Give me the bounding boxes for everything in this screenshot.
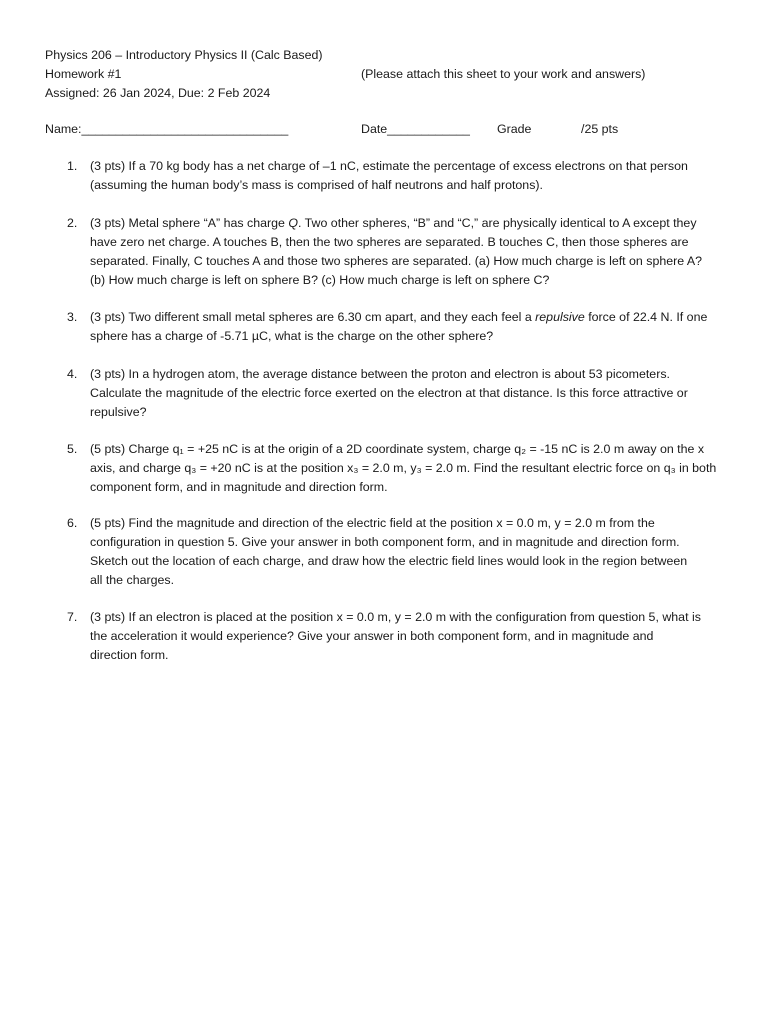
question-line: Calculate the magnitude of the electric force exerted on the electron at that distance. Is this force attractive or: [90, 386, 688, 400]
question-line: (b) How much charge is left on sphere B? (c) How much charge is left on sphere C?: [90, 273, 550, 287]
question-text: [90, 214, 726, 290]
question-line: sphere has a charge of -5.71 µC, what is the charge on the other sphere?: [90, 329, 494, 343]
question-text: [90, 308, 726, 346]
question-text: [90, 365, 726, 422]
question-line: (5 pts) Charge q₁ = +25 nC is at the origin of a 2D coordinate system, charge q₂ = -15 nC is 2.0 m away on the x: [90, 442, 705, 456]
question-number: 3.: [67, 310, 78, 324]
question-text: [90, 440, 726, 497]
question-number: 1.: [67, 159, 78, 173]
question-text: [90, 157, 726, 195]
question-line: component form, and in magnitude and direction form.: [90, 480, 388, 494]
question-line: axis, and charge q₃ = +20 nC is at the position x₃ = 2.0 m, y₃ = 2.0 m. Find the resultant electric force on q₃ in both: [90, 461, 717, 475]
question-line: configuration in question 5. Give your answer in both component form, and in magnitude and direction form.: [90, 535, 680, 549]
question-line: the acceleration it would experience? Give your answer in both component form, and in magnitude and: [90, 629, 654, 643]
question-line: all the charges.: [90, 573, 175, 587]
question-number: 7.: [67, 610, 78, 624]
question-line: (3 pts) If a 70 kg body has a net charge of –1 nC, estimate the percentage of excess electrons on that person: [90, 159, 688, 173]
grade-label: Grade: [497, 122, 532, 136]
question-line: repulsive?: [90, 405, 147, 419]
date-field: Date____________: [361, 122, 470, 136]
assignment-dates: Assigned: 26 Jan 2024, Due: 2 Feb 2024: [45, 86, 271, 100]
question-line: separated. Finally, C touches A and those two spheres are separated. (a) How much charge is left on sphere A?: [90, 254, 703, 268]
question-line: (assuming the human body’s mass is comprised of half neutrons and half protons).: [90, 178, 543, 192]
name-field: Name:______________________________: [45, 122, 289, 136]
question-number: 4.: [67, 367, 78, 381]
question-line: (3 pts) Two different small metal spheres are 6.30 cm apart, and they each feel a repulsive force of 22.4 N. If one: [90, 310, 708, 324]
question-line: have zero net charge. A touches B, then the two spheres are separated. B touches C, then those spheres are: [90, 235, 689, 249]
question-line: (3 pts) If an electron is placed at the position x = 0.0 m, y = 2.0 m with the configuration from question 5, what is: [90, 610, 701, 624]
question-line: Sketch out the location of each charge, and draw how the electric field lines would look in the region between: [90, 554, 688, 568]
attach-note: (Please attach this sheet to your work and answers): [361, 67, 646, 81]
question-line: direction form.: [90, 648, 169, 662]
question-text: [90, 514, 726, 590]
question-line: (3 pts) In a hydrogen atom, the average distance between the proton and electron is about 53 picometers.: [90, 367, 670, 381]
homework-label: Homework #1: [45, 67, 122, 81]
question-number: 6.: [67, 516, 78, 530]
question-number: 2.: [67, 216, 78, 230]
question-text: [90, 608, 726, 665]
points-total: /25 pts: [581, 122, 619, 136]
question-number: 5.: [67, 442, 78, 456]
course-title: Physics 206 – Introductory Physics II (Calc Based): [45, 48, 323, 62]
question-line: (5 pts) Find the magnitude and direction of the electric field at the position x = 0.0 m, y = 2.0 m from the: [90, 516, 655, 530]
question-line: (3 pts) Metal sphere “A” has charge Q. Two other spheres, “B” and “C,” are physically identical to A except they: [90, 216, 697, 230]
